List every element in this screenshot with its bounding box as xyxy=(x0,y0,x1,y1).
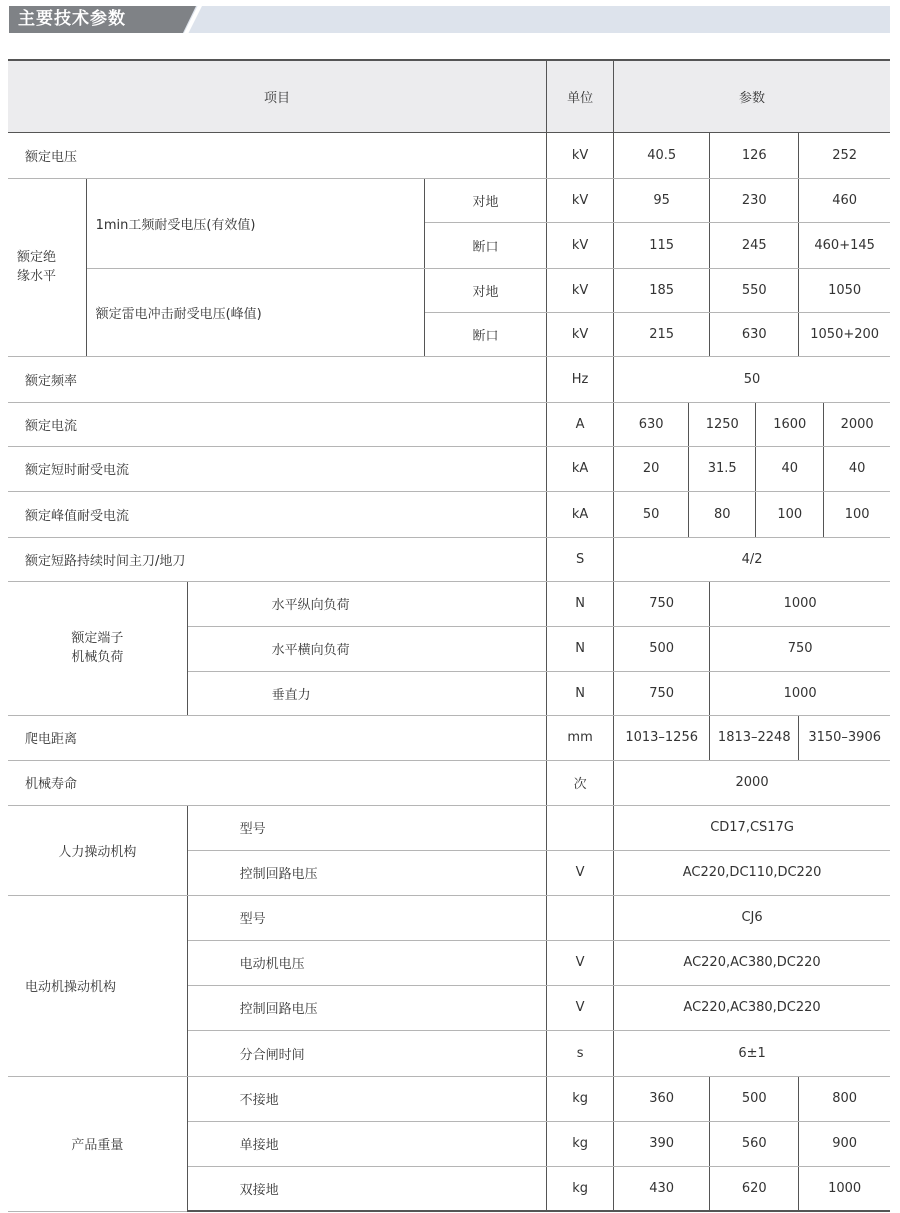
row-unit: kV xyxy=(547,312,614,356)
value-cell: 80 xyxy=(689,491,756,537)
value-cell: 500 xyxy=(710,1076,799,1121)
value-cell: 100 xyxy=(824,491,890,537)
value-cell: 215 xyxy=(614,312,710,356)
value-cell: 245 xyxy=(710,222,799,268)
value-cell: 750 xyxy=(614,671,710,715)
row-rated-voltage xyxy=(8,132,890,178)
row-label: 额定峰值耐受电流 xyxy=(8,491,547,537)
value-cell: 3150–3906 xyxy=(799,715,890,760)
value-cell: 750 xyxy=(710,626,890,671)
row-unit: kV xyxy=(547,178,614,222)
sub-label: 电动机电压 xyxy=(187,940,546,985)
row-unit: kg xyxy=(547,1076,614,1121)
row-label: 额定频率 xyxy=(8,356,547,402)
row-rated-current xyxy=(8,402,890,446)
row-weight-no-earth xyxy=(8,1076,890,1121)
value-cell: 560 xyxy=(710,1121,799,1166)
group-label-insulation xyxy=(8,178,86,356)
value-cell: 185 xyxy=(614,268,710,312)
value-cell: 230 xyxy=(710,178,799,222)
sub-label: 垂直力 xyxy=(187,671,546,715)
row-label: 额定短时耐受电流 xyxy=(8,446,547,491)
row-unit: kV xyxy=(547,132,614,178)
row-unit: N xyxy=(547,671,614,715)
row-mechanical-life xyxy=(8,760,890,805)
sub-label: 双接地 xyxy=(187,1166,546,1211)
row-unit: N xyxy=(547,581,614,626)
row-unit: V xyxy=(547,985,614,1030)
value-cell: 40 xyxy=(756,446,824,491)
header-item: 项目 xyxy=(8,60,547,132)
value-cell: 31.5 xyxy=(689,446,756,491)
value-cell: AC220,AC380,DC220 xyxy=(614,940,890,985)
value-cell: 630 xyxy=(614,402,689,446)
value-cell: 2000 xyxy=(614,760,890,805)
value-cell: 4/2 xyxy=(614,537,890,581)
table-header-row xyxy=(8,60,890,132)
sub-label: 不接地 xyxy=(187,1076,546,1121)
spec-table xyxy=(8,59,890,1212)
row-unit: kg xyxy=(547,1166,614,1211)
value-cell: 1000 xyxy=(710,581,890,626)
row-label: 爬电距离 xyxy=(8,715,547,760)
value-cell: 550 xyxy=(710,268,799,312)
group-label-terminal-load xyxy=(8,581,187,715)
value-cell: 1250 xyxy=(689,402,756,446)
row-unit: Hz xyxy=(547,356,614,402)
header-unit: 单位 xyxy=(547,60,614,132)
value-cell: 630 xyxy=(710,312,799,356)
row-unit: kV xyxy=(547,222,614,268)
row-unit xyxy=(547,805,614,850)
row-unit: kV xyxy=(547,268,614,312)
row-short-circuit-duration xyxy=(8,537,890,581)
sub-label: 型号 xyxy=(187,895,546,940)
row-motor-model xyxy=(8,895,890,940)
value-cell: 500 xyxy=(614,626,710,671)
row-unit: s xyxy=(547,1030,614,1076)
value-cell: 1000 xyxy=(710,671,890,715)
value-cell: 390 xyxy=(614,1121,710,1166)
value-cell: 6±1 xyxy=(614,1030,890,1076)
value-cell: 1013–1256 xyxy=(614,715,710,760)
group-label-weight: 产品重量 xyxy=(8,1076,187,1211)
sub-label: 型号 xyxy=(187,805,546,850)
group-label-line: 缘水平 xyxy=(17,269,57,284)
sub-sub-label: 断口 xyxy=(424,312,546,356)
row-unit xyxy=(547,895,614,940)
value-cell: 126 xyxy=(710,132,799,178)
sub-label: 水平纵向负荷 xyxy=(187,581,546,626)
value-cell: 1813–2248 xyxy=(710,715,799,760)
row-unit: V xyxy=(547,850,614,895)
row-creepage xyxy=(8,715,890,760)
value-cell: 40 xyxy=(824,446,890,491)
row-unit: N xyxy=(547,626,614,671)
row-manual-model xyxy=(8,805,890,850)
row-unit: mm xyxy=(547,715,614,760)
section-title: 主要技术参数 xyxy=(18,9,126,29)
sub-label: 控制回路电压 xyxy=(187,850,546,895)
group-label-line: 额定端子 xyxy=(71,631,124,646)
row-unit: kA xyxy=(547,491,614,537)
row-unit: V xyxy=(547,940,614,985)
header-params: 参数 xyxy=(614,60,890,132)
value-cell: 1050+200 xyxy=(799,312,890,356)
row-rated-frequency xyxy=(8,356,890,402)
sub-sub-label: 对地 xyxy=(424,178,546,222)
sub-label: 水平横向负荷 xyxy=(187,626,546,671)
sub-label: 1min工频耐受电压(有效值) xyxy=(86,178,424,268)
row-terminal-longitudinal xyxy=(8,581,890,626)
value-cell: 95 xyxy=(614,178,710,222)
value-cell: 50 xyxy=(614,491,689,537)
sub-sub-label: 对地 xyxy=(424,268,546,312)
row-insulation-power-ground xyxy=(8,178,890,222)
row-label: 机械寿命 xyxy=(8,760,547,805)
row-label: 额定电压 xyxy=(8,132,547,178)
row-unit: kA xyxy=(547,446,614,491)
value-cell: 40.5 xyxy=(614,132,710,178)
row-peak-current xyxy=(8,491,890,537)
value-cell: 1000 xyxy=(799,1166,890,1211)
value-cell: 900 xyxy=(799,1121,890,1166)
sub-label: 单接地 xyxy=(187,1121,546,1166)
group-label-manual-mechanism: 人力操动机构 xyxy=(8,805,187,895)
value-cell: 100 xyxy=(756,491,824,537)
value-cell: AC220,AC380,DC220 xyxy=(614,985,890,1030)
sub-label: 分合闸时间 xyxy=(187,1030,546,1076)
value-cell: 115 xyxy=(614,222,710,268)
row-short-time-current xyxy=(8,446,890,491)
value-cell: 50 xyxy=(614,356,890,402)
value-cell: CJ6 xyxy=(614,895,890,940)
row-unit: A xyxy=(547,402,614,446)
row-label: 额定电流 xyxy=(8,402,547,446)
group-label-line: 额定绝 xyxy=(17,250,57,265)
value-cell: 1600 xyxy=(756,402,824,446)
group-label-line: 机械负荷 xyxy=(71,650,124,665)
value-cell: CD17,CS17G xyxy=(614,805,890,850)
value-cell: 800 xyxy=(799,1076,890,1121)
row-insulation-lightning-ground xyxy=(8,268,890,312)
value-cell: 252 xyxy=(799,132,890,178)
sub-sub-label: 断口 xyxy=(424,222,546,268)
value-cell: 360 xyxy=(614,1076,710,1121)
value-cell: AC220,DC110,DC220 xyxy=(614,850,890,895)
group-label-motor-mechanism: 电动机操动机构 xyxy=(8,895,187,1076)
sub-label: 控制回路电压 xyxy=(187,985,546,1030)
row-unit: kg xyxy=(547,1121,614,1166)
row-label: 额定短路持续时间主刀/地刀 xyxy=(8,537,547,581)
value-cell: 2000 xyxy=(824,402,890,446)
sub-label: 额定雷电冲击耐受电压(峰值) xyxy=(86,268,424,356)
value-cell: 430 xyxy=(614,1166,710,1211)
row-unit: 次 xyxy=(547,760,614,805)
value-cell: 750 xyxy=(614,581,710,626)
value-cell: 460 xyxy=(799,178,890,222)
value-cell: 20 xyxy=(614,446,689,491)
value-cell: 1050 xyxy=(799,268,890,312)
value-cell: 620 xyxy=(710,1166,799,1211)
row-unit: S xyxy=(547,537,614,581)
value-cell: 460+145 xyxy=(799,222,890,268)
